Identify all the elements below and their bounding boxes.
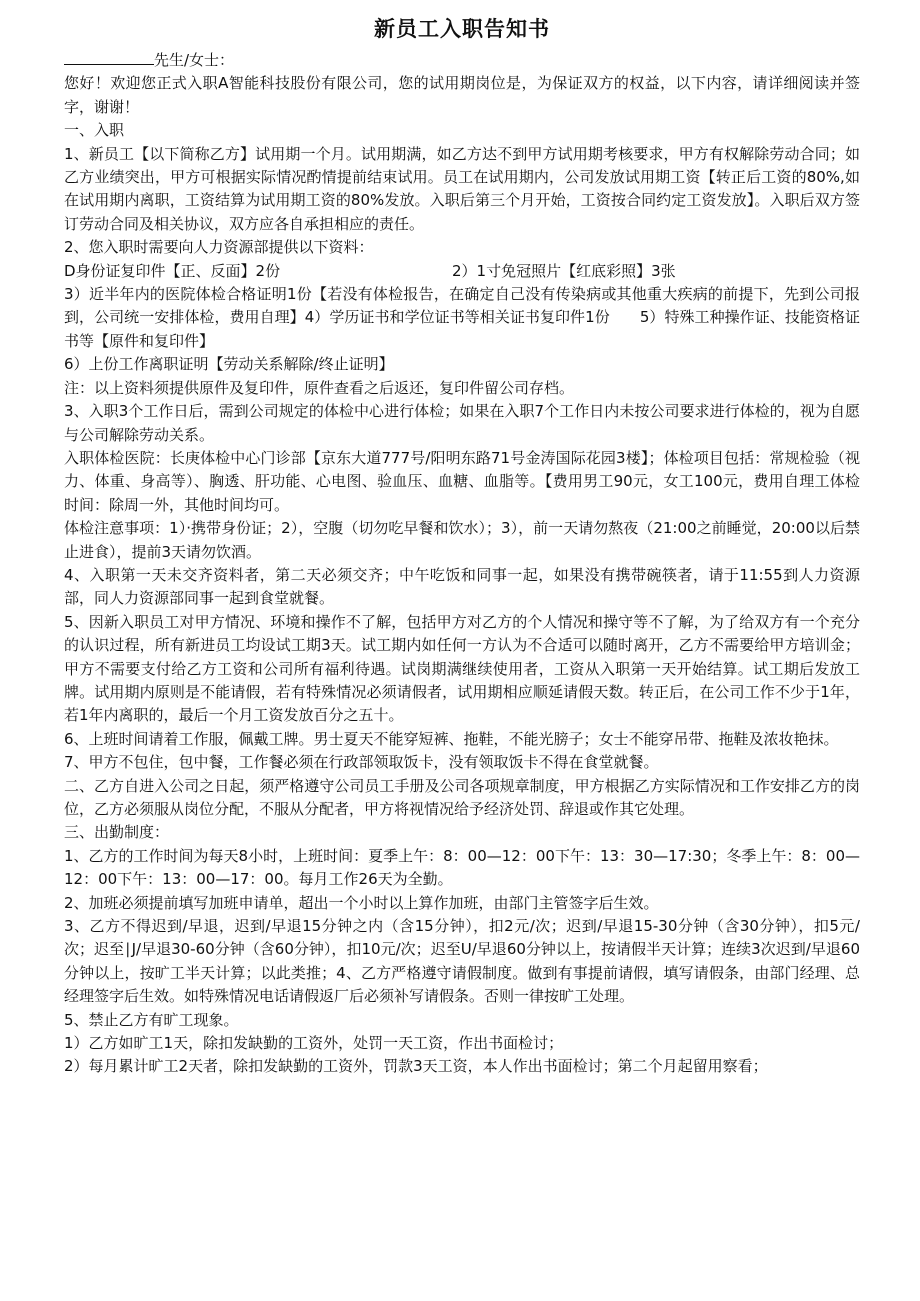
documents-note: 注：以上资料须提供原件及复印件，原件查看之后返还，复印件留公司存档。 (64, 378, 575, 397)
clause-1-3: 3、入职3个工作日后，需到公司规定的体检中心进行体检；如果在入职7个工作日内未按公司要求进行体检的，视为自愿与公司解除劳动关系。 (64, 402, 860, 444)
document-item-medical: 3）近半年内的医院体检合格证明1份【若没有体检报告，在确定自己没有传染病或其他重大疾病的前提下，先到公司报到，公司统一安排体检，费用自理】4）学历证书和学位证书等相关证书复印件1份 5）特殊工种操作证、技能资格证书等【原件和复印件】 (64, 285, 860, 350)
clause-1-4: 4、入职第一天未交齐资料者，第二天必须交齐；中午吃饭和同事一起，如果没有携带碗筷者，请于11:55到人力资源部，同人力资源部同事一起到食堂就餐。 (64, 565, 860, 608)
clause-1-2: 2、您入职时需要向人力资源部提供以下资料： (64, 238, 374, 257)
section-2: 二、乙方自进入公司之日起，须严格遵守公司员工手册及公司各项规章制度，甲方根据乙方实际情况和工作安排乙方的岗位，乙方必须服从岗位分配，不服从分配者，甲方将视情况给予经济处罚、辞退或作其它处理。 (64, 776, 860, 818)
clause-1-1: 1、新员工【以下简称乙方】试用期一个月。试用期满，如乙方达不到甲方试用期考核要求，甲方有权解除劳动合同；如乙方业绩突出，甲方可根据实际情况酌情提前结束试用。员工在试用期内，公司发放试用期工资【转正后工资的80%,如在试用期内离职，工资结算为试用期工资的80%发放。入职后第三个月开始，工资按合同约定工资发放】。入职后双方签订劳动合同及相关协议，双方应各自承担相应的责任。 (64, 144, 860, 233)
clause-1-5: 5、因新入职员工对甲方情况、环境和操作不了解，包括甲方对乙方的个人情况和操守等不了解，为了给双方有一个充分的认识过程，所有新进员工均设试工期3天。试工期内如任何一方认为不合适可以随时离开，乙方不需要给甲方培训金；甲方不需要支付给乙方工资和公司所有福利待遇。试岗期满继续使用者，工资从入职第一天开始结算。试工期后发放工牌。试用期内原则是不能请假，若有特殊情况必须请假者，试用期相应顺延请假天数。转正后，在公司工作不少于1年，若1年内离职的，最后一个月工资发放百分之五十。 (64, 612, 860, 725)
name-blank (64, 48, 154, 65)
intro-paragraph: 您好！欢迎您正式入职A智能科技股份有限公司，您的试用期岗位是，为保证双方的权益，以下内容，请详细阅读并签字，谢谢！ (64, 74, 860, 116)
clause-1-7: 7、甲方不包住，包中餐，工作餐必须在行政部领取饭卡，没有领取饭卡不得在食堂就餐。 (64, 753, 659, 772)
attendance-5: 5、禁止乙方有旷工现象。 (64, 1010, 239, 1029)
salutation-line (64, 48, 860, 72)
attendance-2: 2、加班必须提前填写加班申请单，超出一个小时以上算作加班，由部门主管签字后生效。 (64, 893, 659, 912)
documents-row (64, 260, 860, 283)
medical-hospital-info: 入职体检医院：长庚体检中心门诊部【京东大道777号/阳明东路71号金涛国际花园3楼】；体检项目包括：常规检验（视力、体重、身高等）、胸透、肝功能、心电图、验血压、血糖、血脂等。【费用男工90元，女工100元，费用自理工体检时间：除周一外，其他时间均可。 (64, 448, 860, 514)
document-page (64, 14, 860, 1079)
medical-notes: 体检注意事项：1）·携带身份证；2），空腹（切勿吃早餐和饮水）；3），前一天请勿熬夜（21:00之前睡觉，20:00以后禁止进食），提前3天请勿饮酒。 (64, 519, 860, 561)
document-item-resignation: 6）上份工作离职证明【劳动关系解除/终止证明】 (64, 355, 394, 374)
attendance-5-2: 2）每月累计旷工2天者，除扣发缺勤的工资外，罚款3天工资，本人作出书面检讨；第二个月起留用察看； (64, 1057, 768, 1076)
salutation-text: 先生/女士： (154, 51, 235, 69)
section-3-heading: 三、出勤制度： (64, 823, 170, 842)
document-title: 新员工入职告知书 (374, 16, 550, 41)
section-1-heading: 一、入职 (64, 121, 125, 140)
document-item-id-copy: D身份证复印件【正、反面】2份 (64, 261, 281, 280)
clause-1-6: 6、上班时间请着工作服，佩戴工牌。男士夏天不能穿短裤、拖鞋，不能光膀子；女士不能穿吊带、拖鞋及浓妆艳抹。 (64, 729, 839, 748)
document-item-photo: 2）1寸免冠照片【红底彩照】3张 (452, 261, 676, 280)
attendance-1: 1、乙方的工作时间为每天8小时，上班时间：夏季上午：8：00—12：00下午：13：30—17:30；冬季上午：8：00—12：00下午：13：00—17：00。每月工作26天为全勤。 (64, 846, 860, 889)
attendance-3: 3、乙方不得迟到/早退，迟到/早退15分钟之内（含15分钟），扣2元/次；迟到/早退15-30分钟（含30分钟），扣5元/次；迟至∣J/早退30-60分钟（含60分钟），扣10元/次；迟至U/早退60分钟以上，按请假半天计算；连续3次迟到/早退60分钟以上，按旷工半天计算；以此类推；4、乙方严格遵守请假制度。做到有事提前请假，填写请假条，由部门经理、总经理签字后生效。如特殊情况电话请假返厂后必须补写请假条。否则一律按旷工处理。 (64, 917, 860, 1006)
attendance-5-1: 1）乙方如旷工1天，除扣发缺勤的工资外，处罚一天工资，作出书面检讨； (64, 1034, 564, 1053)
